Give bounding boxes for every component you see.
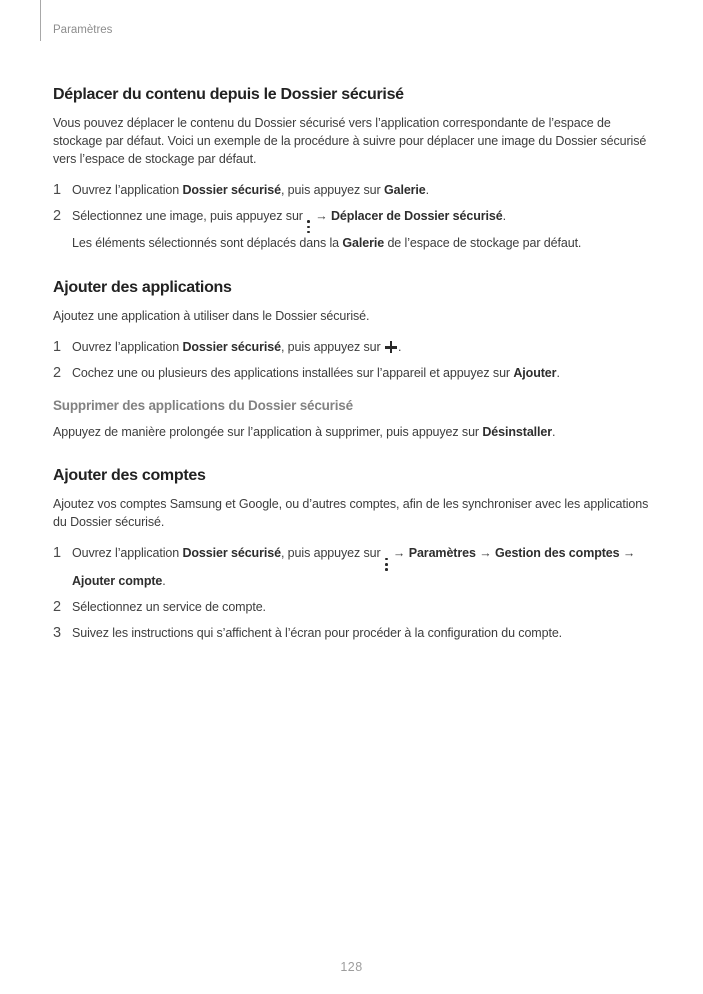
step-body xyxy=(72,363,653,383)
paragraph-line xyxy=(53,495,653,513)
text-run: , puis appuyez sur xyxy=(280,183,384,197)
text-run: Appuyez de manière prolongée sur l’application à supprimer, puis appuyez sur xyxy=(53,425,483,440)
text-run: Vous pouvez déplacer le contenu du Dossier sécurisé vers l’application correspondante de l’espace de xyxy=(53,116,611,130)
step-body xyxy=(72,597,653,617)
section xyxy=(53,84,653,253)
step-body xyxy=(72,543,653,590)
bold-term: Dossier sécurisé xyxy=(182,546,281,561)
text-run: de l’espace de stockage par défaut. xyxy=(384,236,582,251)
text-run: Sélectionnez un service de compte. xyxy=(72,599,266,614)
bold-term: Dossier sécurisé xyxy=(182,340,281,355)
step-number: 1 xyxy=(53,339,62,356)
text-run: . xyxy=(162,573,166,588)
step-body xyxy=(72,337,653,357)
text-run: Ouvrez l’application xyxy=(72,183,183,197)
numbered-step xyxy=(53,337,653,357)
step-line xyxy=(72,623,653,643)
text-run: . xyxy=(502,209,506,223)
text-run: Suivez les instructions qui s’affichent à l’écran pour procéder à la configuration du compte. xyxy=(72,625,563,640)
step-line xyxy=(72,597,653,617)
paragraph-line xyxy=(53,114,653,132)
paragraph-line xyxy=(53,132,653,150)
step-line xyxy=(72,180,653,200)
bold-term: Déplacer de Dossier sécurisé xyxy=(331,209,503,223)
document-body xyxy=(0,84,703,643)
page-footer xyxy=(0,958,703,976)
step-number: 2 xyxy=(53,598,62,615)
sub-heading: Supprimer des applications du Dossier sécurisé xyxy=(53,398,353,414)
more-options-icon xyxy=(385,558,388,571)
bold-term: Paramètres xyxy=(408,546,476,561)
more-options-icon xyxy=(307,220,310,233)
step-body xyxy=(72,623,653,643)
text-run: , puis appuyez sur xyxy=(280,546,384,561)
step-line xyxy=(72,571,653,591)
header-vertical-rule xyxy=(40,0,41,41)
numbered-step xyxy=(53,597,653,617)
step-body xyxy=(72,180,653,200)
section xyxy=(53,277,653,441)
text-run: → xyxy=(619,546,636,561)
text-run: Ouvrez l’application xyxy=(72,546,183,561)
text-run: → xyxy=(475,546,495,561)
step-body xyxy=(72,206,653,253)
bold-term: Gestion des comptes xyxy=(494,546,620,561)
text-run: . xyxy=(552,425,556,440)
step-number: 2 xyxy=(53,365,62,382)
text-run: → xyxy=(311,209,331,223)
section-heading: Ajouter des comptes xyxy=(53,467,206,485)
text-run: . xyxy=(425,183,430,197)
page-header xyxy=(0,0,703,41)
bold-term: Ajouter xyxy=(513,366,557,381)
bold-term: Désinstaller xyxy=(482,425,553,440)
text-run: . xyxy=(556,366,560,381)
text-run: du Dossier sécurisé. xyxy=(53,515,165,530)
numbered-step xyxy=(53,623,653,643)
text-run: . xyxy=(397,340,402,355)
text-run: stockage par défaut. Voici un exemple de la procédure à suivre pour déplacer une image du Dossier sécurisé xyxy=(53,134,647,148)
paragraph-line xyxy=(53,423,653,441)
numbered-step xyxy=(53,363,653,383)
section xyxy=(53,465,653,642)
paragraph-line xyxy=(53,307,653,325)
breadcrumb: Paramètres xyxy=(53,24,113,36)
text-run: vers l’espace de stockage par défaut. xyxy=(53,152,257,166)
paragraph-line xyxy=(53,513,653,531)
paragraph xyxy=(53,114,653,168)
paragraph-line xyxy=(53,150,653,168)
numbered-step xyxy=(53,543,653,590)
step-line xyxy=(72,206,653,233)
paragraph xyxy=(53,307,653,325)
step-line xyxy=(72,233,653,253)
add-icon xyxy=(385,341,397,353)
text-run: Ouvrez l’application xyxy=(72,340,183,355)
section-heading: Ajouter des applications xyxy=(53,279,232,297)
text-run: Ajoutez une application à utiliser dans le Dossier sécurisé. xyxy=(53,309,370,324)
step-number: 1 xyxy=(53,545,62,562)
bold-term: Dossier sécurisé xyxy=(182,183,281,197)
numbered-step xyxy=(53,206,653,253)
step-line xyxy=(72,543,653,570)
bold-term: Galerie xyxy=(342,236,385,251)
step-number: 2 xyxy=(53,208,62,224)
section-heading: Déplacer du contenu depuis le Dossier sécurisé xyxy=(53,86,404,103)
step-line xyxy=(72,363,653,383)
text-run: Sélectionnez une image, puis appuyez sur xyxy=(72,209,307,223)
page-number: 128 xyxy=(340,960,363,974)
paragraph xyxy=(53,495,653,531)
bold-term: Ajouter compte xyxy=(72,573,163,588)
step-number: 3 xyxy=(53,624,62,641)
text-run: , puis appuyez sur xyxy=(280,340,384,355)
text-run: Ajoutez vos comptes Samsung et Google, ou d’autres comptes, afin de les synchroniser avec les applications xyxy=(53,497,649,512)
text-run: Cochez une ou plusieurs des applications installées sur l’appareil et appuyez sur xyxy=(72,366,514,381)
numbered-step xyxy=(53,180,653,200)
paragraph xyxy=(53,423,653,441)
text-run: → xyxy=(389,546,409,561)
step-line xyxy=(72,337,653,357)
step-number: 1 xyxy=(53,182,62,198)
bold-term: Galerie xyxy=(383,183,426,197)
text-run: Les éléments sélectionnés sont déplacés dans la xyxy=(72,236,343,251)
